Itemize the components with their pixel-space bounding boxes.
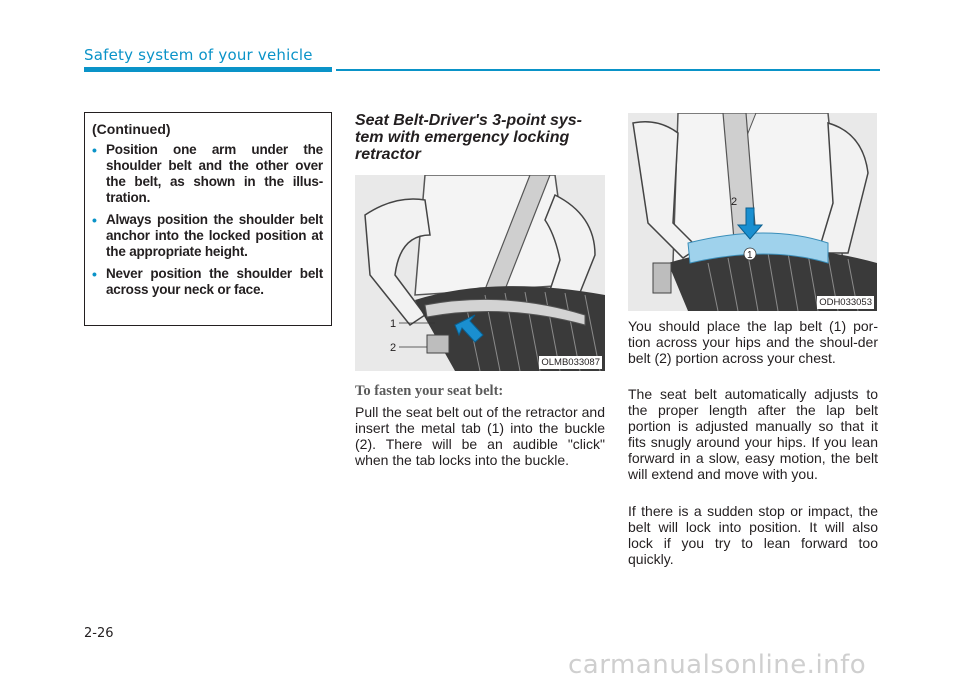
figure-label-2: 2 xyxy=(731,196,738,208)
header-rule-thick xyxy=(84,67,332,72)
warning-list xyxy=(92,142,323,298)
sub-heading: To fasten your seat belt: xyxy=(355,383,504,399)
warning-box xyxy=(84,112,332,326)
continued-label: (Continued) xyxy=(92,121,171,137)
figure-label-1: 1 xyxy=(390,318,397,330)
warning-item: • Always position the shoulder belt anchor into the locked position at the appropriate height. xyxy=(92,212,323,259)
figure-label-2: 2 xyxy=(390,342,397,354)
figure-fasten-belt xyxy=(355,175,605,371)
figure-illustration-left xyxy=(355,175,605,371)
warning-item: • Never position the shoulder belt across your neck or face. xyxy=(92,266,323,297)
watermark: carmanualsonline.info xyxy=(568,650,867,680)
figure-belt-position xyxy=(628,113,877,311)
bullet-icon: • xyxy=(92,212,97,228)
paragraph-belt-position: You should place the lap belt (1) por-tion across your hips and the shoul-der belt (2) portion across your chest. xyxy=(628,318,878,366)
figure-code: ODH033053 xyxy=(819,297,872,308)
section-heading: Seat Belt-Driver's 3-point sys-tem with emergency locking retractor xyxy=(355,112,582,163)
warning-item: • Position one arm under the shoulder belt and the other over the belt, as shown in the illus-tration. xyxy=(92,142,323,205)
section-header-title: Safety system of your vehicle xyxy=(84,46,313,64)
figure-label-1: 1 xyxy=(747,250,753,261)
paragraph-emergency-lock: If there is a sudden stop or impact, the belt will lock into position. It will also lock if you try to lean forward too quickly. xyxy=(628,503,878,567)
page-number: 2-26 xyxy=(84,626,114,641)
bullet-icon: • xyxy=(92,266,97,282)
figure-illustration-right xyxy=(628,113,877,311)
paragraph-fasten: Pull the seat belt out of the retractor and insert the metal tab (1) into the buckle (2). There will be an audible "click" when the tab locks into the buckle. xyxy=(355,404,605,468)
figure-code: OLMB033087 xyxy=(541,357,600,368)
bullet-icon: • xyxy=(92,142,97,158)
paragraph-auto-adjust: The seat belt automatically adjusts to the proper length after the lap belt portion is adjusted manually so that it fits snugly around your hips. If you lean forward in a slow, easy motion, the belt will extend and move with you. xyxy=(628,386,878,482)
header-rule-thin xyxy=(336,69,880,71)
